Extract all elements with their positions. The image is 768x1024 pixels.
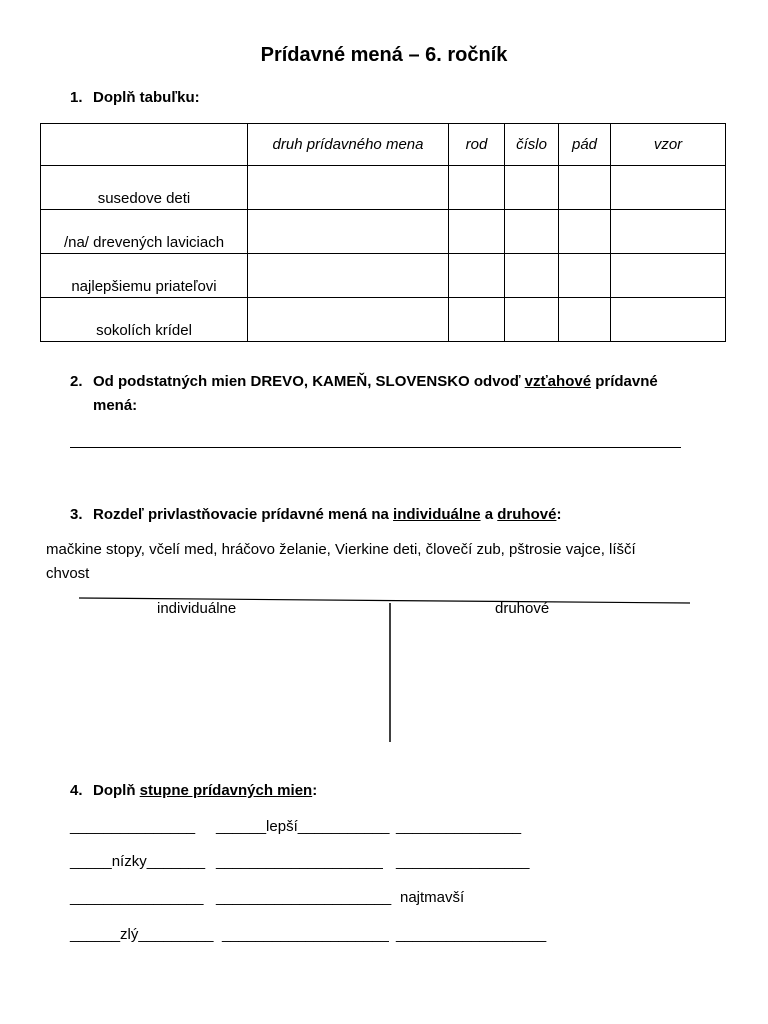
page-title: Prídavné mená – 6. ročník <box>260 44 508 66</box>
task3-words-line2: chvost <box>46 565 90 582</box>
table-header-cell: pád <box>559 124 611 166</box>
task2-number: 2. <box>70 373 83 390</box>
degree-row-1-col2[interactable]: ______lepší___________ <box>216 818 390 835</box>
table-row-label: /na/ drevených laviciach <box>41 210 248 254</box>
table-header-cell: číslo <box>505 124 559 166</box>
degree-row-4-col2[interactable]: ____________________ <box>222 926 389 943</box>
degree-row-3-col2[interactable]: _____________________ <box>216 889 392 906</box>
task3-words-line1: mačkine stopy, včelí med, hráčovo želanie, Vierkine deti, človečí zub, pštrosie vajce, líščí <box>46 541 636 558</box>
task4-heading <box>70 782 317 799</box>
table-header-cell: vzor <box>611 124 726 166</box>
task4-underlined: stupne prídavných mien <box>139 782 313 799</box>
degree-row-2-col3[interactable]: ________________ <box>396 853 530 870</box>
table-row-label: susedove deti <box>41 166 248 210</box>
degree-row-4-col1[interactable]: ______zlý_________ <box>70 926 214 943</box>
task3-underlined-generic: druhové <box>497 506 557 523</box>
degree-row-3-col1[interactable]: ________________ <box>70 889 204 906</box>
task2-underlined: vzťahové <box>524 373 592 390</box>
degree-row-2-col1[interactable]: _____nízky_______ <box>70 853 206 870</box>
task4-text-after: : <box>312 782 318 799</box>
table-header-cell: druh prídavného mena <box>248 124 449 166</box>
task1-number: 1. <box>70 89 83 106</box>
task3-middle: a <box>480 506 498 523</box>
task3-number: 3. <box>70 506 83 523</box>
task2-text-before: Od podstatných mien DREVO, KAMEŇ, SLOVENSKO odvoď <box>93 373 525 390</box>
degree-row-1-col1[interactable]: _______________ <box>70 818 196 835</box>
task4-text-before: Doplň <box>93 782 140 799</box>
table-header-cell: rod <box>449 124 505 166</box>
task1-text: Doplň tabuľku: <box>93 89 200 106</box>
degree-row-3-col3: najtmavší <box>400 889 465 906</box>
task2-text-after: prídavné <box>591 373 658 390</box>
task3-text-after: : <box>556 506 562 523</box>
t-chart-right-label: druhové <box>495 600 550 617</box>
task4-number: 4. <box>70 782 83 799</box>
t-chart-left-label: individuálne <box>157 600 237 617</box>
degree-row-2-col2[interactable]: ____________________ <box>216 853 383 870</box>
table-row-label: najlepšiemu priateľovi <box>41 254 248 298</box>
table-row-label: sokolích krídel <box>41 298 248 342</box>
degree-row-4-col3[interactable]: __________________ <box>396 926 547 943</box>
task3-underlined-individual: individuálne <box>393 506 481 523</box>
task3-text-before: Rozdeľ privlastňovacie prídavné mená na <box>93 506 394 523</box>
degree-row-1-col3[interactable]: _______________ <box>396 818 522 835</box>
task2-line2: mená: <box>93 397 138 414</box>
